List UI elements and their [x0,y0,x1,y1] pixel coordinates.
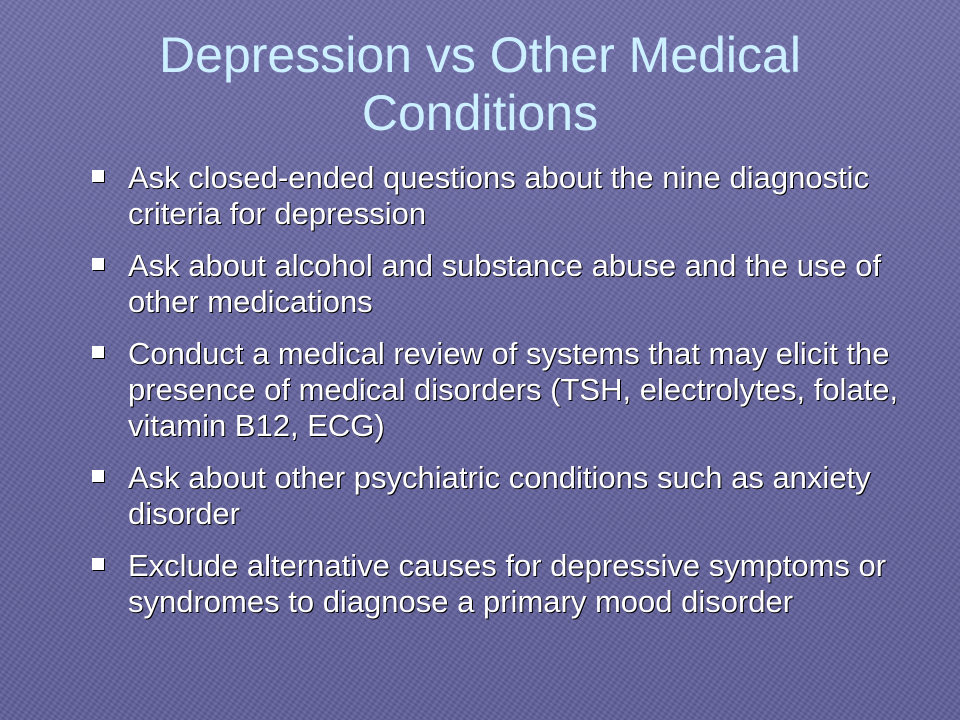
bullet-item [88,460,928,532]
bullet-item [88,248,928,320]
bullet-item [88,548,928,620]
bullet-list [88,160,928,636]
square-bullet-icon [92,170,104,182]
bullet-item [88,160,928,232]
square-bullet-icon [92,470,104,482]
bullet-text: Exclude alternative causes for depressive symptoms or syndromes to diagnose a primary mood disorder [128,548,887,619]
bullet-text: Ask closed-ended questions about the nine diagnostic criteria for depression [128,160,870,231]
square-bullet-icon [92,258,104,270]
bullet-text: Ask about other psychiatric conditions such as anxiety disorder [128,460,871,531]
square-bullet-icon [92,558,104,570]
bullet-item [88,336,928,444]
slide-title: Depression vs Other Medical Conditions [159,27,801,141]
bullet-text: Conduct a medical review of systems that may elicit the presence of medical disorders (TSH, electrolytes, folate, vitamin B12, ECG) [128,336,899,443]
bullet-text: Ask about alcohol and substance abuse and the use of other medications [128,248,882,319]
square-bullet-icon [92,346,104,358]
